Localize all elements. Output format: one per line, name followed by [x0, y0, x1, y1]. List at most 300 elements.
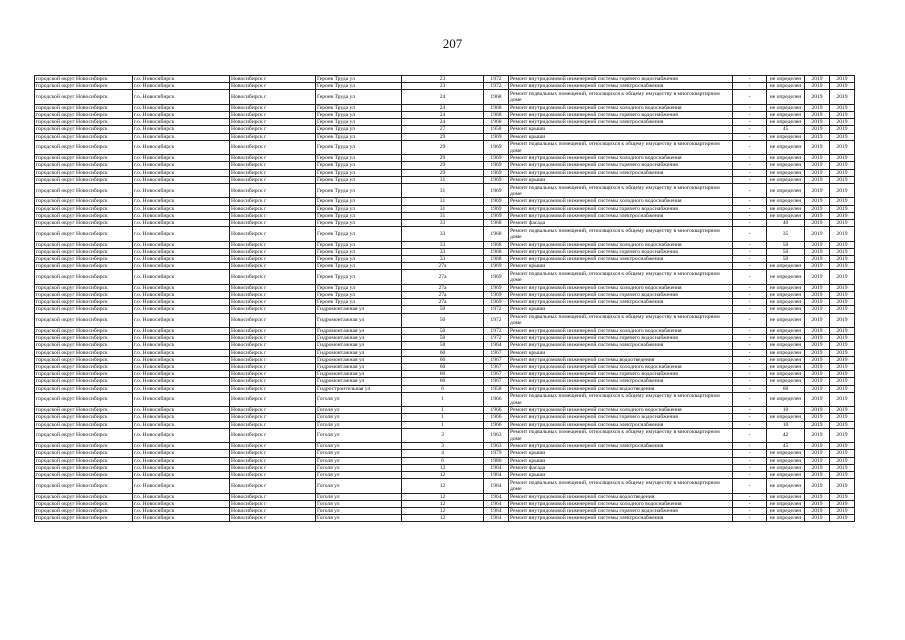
cell-work-type: Ремонт внутридомовой инженерной системы горячего водоснабжения: [509, 112, 733, 119]
table-row: [35, 176, 855, 183]
cell-value-a: -: [733, 306, 767, 313]
cell-build-year: 1969: [484, 284, 509, 291]
cell-house-number: 27а: [402, 284, 484, 291]
cell-build-year: 1969: [484, 133, 509, 140]
cell-municipality: городской округ Новосибирск: [35, 184, 133, 198]
cell-year-end: 2019: [830, 364, 855, 371]
cell-settlement: Новосибирск г: [230, 407, 316, 414]
cell-street: Героев Труда ул: [316, 104, 402, 111]
cell-municipality: городской округ Новосибирск: [35, 493, 133, 500]
cell-year-start: 2019: [805, 515, 830, 522]
cell-street: Гидромонтажная ул: [316, 335, 402, 342]
cell-value-b: 35: [767, 227, 805, 241]
cell-work-type: Ремонт внутридомовой инженерной системы горячего водоснабжения: [509, 508, 733, 515]
cell-value-b: не определен: [767, 205, 805, 212]
cell-year-end: 2019: [830, 162, 855, 169]
cell-municipality: городской округ Новосибирск: [35, 112, 133, 119]
cell-urban-district: г.о. Новосибирск: [133, 220, 230, 227]
cell-work-type: Ремонт внутридомовой инженерной системы холодного водоснабжения: [509, 328, 733, 335]
cell-municipality: городской округ Новосибирск: [35, 508, 133, 515]
cell-value-a: -: [733, 299, 767, 306]
cell-value-b: не определен: [767, 313, 805, 327]
cell-urban-district: г.о. Новосибирск: [133, 493, 230, 500]
cell-urban-district: г.о. Новосибирск: [133, 155, 230, 162]
cell-urban-district: г.о. Новосибирск: [133, 421, 230, 428]
cell-municipality: городской округ Новосибирск: [35, 284, 133, 291]
cell-work-type: Ремонт внутридомовой инженерной системы холодного водоснабжения: [509, 241, 733, 248]
cell-year-start: 2019: [805, 140, 830, 154]
cell-value-b: не определен: [767, 450, 805, 457]
table-row: [35, 220, 855, 227]
cell-year-end: 2019: [830, 248, 855, 255]
cell-street: Гидромонтажная ул: [316, 349, 402, 356]
table-row: [35, 378, 855, 385]
cell-street: Героев Труда ул: [316, 176, 402, 183]
cell-value-a: -: [733, 313, 767, 327]
cell-work-type: Ремонт подвальных помещений, относящихся к общему имуществу в многоквартирном доме: [509, 479, 733, 493]
cell-street: Героев Труда ул: [316, 299, 402, 306]
cell-value-a: -: [733, 378, 767, 385]
cell-house-number: 27а: [402, 263, 484, 270]
cell-house-number: 27а: [402, 299, 484, 306]
cell-municipality: городской округ Новосибирск: [35, 241, 133, 248]
cell-year-end: 2019: [830, 220, 855, 227]
cell-urban-district: г.о. Новосибирск: [133, 112, 230, 119]
cell-street: Героев Труда ул: [316, 220, 402, 227]
cell-street: Героев Труда ул: [316, 126, 402, 133]
cell-year-start: 2019: [805, 176, 830, 183]
cell-municipality: городской округ Новосибирск: [35, 428, 133, 442]
cell-build-year: 1969: [484, 292, 509, 299]
cell-year-end: 2019: [830, 508, 855, 515]
cell-municipality: городской округ Новосибирск: [35, 119, 133, 126]
cell-settlement: Новосибирск г: [230, 140, 316, 154]
cell-work-type: Ремонт внутридомовой инженерной системы электроснабжения: [509, 169, 733, 176]
cell-value-a: -: [733, 212, 767, 219]
cell-value-b: не определен: [767, 335, 805, 342]
table-row: [35, 500, 855, 507]
cell-year-start: 2019: [805, 241, 830, 248]
cell-year-start: 2019: [805, 292, 830, 299]
cell-build-year: 1972: [484, 313, 509, 327]
cell-municipality: городской округ Новосибирск: [35, 385, 133, 392]
cell-value-b: не определен: [767, 184, 805, 198]
cell-value-a: -: [733, 385, 767, 392]
cell-urban-district: г.о. Новосибирск: [133, 83, 230, 90]
cell-work-type: Ремонт подвальных помещений, относящихся к общему имуществу в многоквартирном доме: [509, 140, 733, 154]
cell-settlement: Новосибирск г: [230, 479, 316, 493]
cell-urban-district: г.о. Новосибирск: [133, 212, 230, 219]
cell-settlement: Новосибирск г: [230, 500, 316, 507]
cell-year-start: 2019: [805, 83, 830, 90]
cell-municipality: городской округ Новосибирск: [35, 212, 133, 219]
cell-work-type: Ремонт подвальных помещений, относящихся к общему имуществу в многоквартирном доме: [509, 90, 733, 104]
cell-work-type: Ремонт внутридомовой инженерной системы горячего водоснабжения: [509, 248, 733, 255]
cell-value-b: не определен: [767, 378, 805, 385]
cell-year-end: 2019: [830, 155, 855, 162]
table-row: [35, 263, 855, 270]
cell-build-year: 1968: [484, 227, 509, 241]
cell-house-number: 12: [402, 479, 484, 493]
cell-year-end: 2019: [830, 464, 855, 471]
cell-year-end: 2019: [830, 184, 855, 198]
cell-value-a: -: [733, 464, 767, 471]
cell-settlement: Новосибирск г: [230, 227, 316, 241]
cell-settlement: Новосибирск г: [230, 443, 316, 450]
cell-year-start: 2019: [805, 270, 830, 284]
cell-work-type: Ремонт подвальных помещений, относящихся к общему имуществу в многоквартирном доме: [509, 184, 733, 198]
cell-work-type: Ремонт внутридомовой инженерной системы электроснабжения: [509, 342, 733, 349]
table-row: [35, 256, 855, 263]
cell-build-year: 1958: [484, 126, 509, 133]
cell-urban-district: г.о. Новосибирск: [133, 169, 230, 176]
cell-work-type: Ремонт крыши: [509, 263, 733, 270]
cell-year-end: 2019: [830, 500, 855, 507]
cell-street: Героев Труда ул: [316, 212, 402, 219]
cell-build-year: 1963: [484, 428, 509, 442]
cell-value-b: 42: [767, 428, 805, 442]
cell-house-number: 12: [402, 464, 484, 471]
cell-year-end: 2019: [830, 450, 855, 457]
cell-value-b: 45: [767, 126, 805, 133]
cell-year-end: 2019: [830, 356, 855, 363]
cell-value-b: 45: [767, 443, 805, 450]
cell-year-start: 2019: [805, 356, 830, 363]
cell-urban-district: г.о. Новосибирск: [133, 464, 230, 471]
cell-work-type: Ремонт подвальных помещений, относящихся к общему имуществу в многоквартирном доме: [509, 392, 733, 406]
cell-build-year: 1964: [484, 515, 509, 522]
cell-settlement: Новосибирск г: [230, 464, 316, 471]
cell-year-end: 2019: [830, 241, 855, 248]
cell-street: Гидромонтажная ул: [316, 371, 402, 378]
cell-street: Героев Труда ул: [316, 90, 402, 104]
cell-street: Гидромонтажная ул: [316, 378, 402, 385]
table-row: [35, 126, 855, 133]
cell-value-a: -: [733, 443, 767, 450]
cell-settlement: Новосибирск г: [230, 284, 316, 291]
cell-street: Гоголя ул: [316, 479, 402, 493]
cell-year-end: 2019: [830, 472, 855, 479]
cell-value-b: не определен: [767, 83, 805, 90]
cell-street: Героев Труда ул: [316, 76, 402, 83]
cell-year-end: 2019: [830, 457, 855, 464]
cell-settlement: Новосибирск г: [230, 299, 316, 306]
cell-settlement: Новосибирск г: [230, 256, 316, 263]
cell-house-number: 3: [402, 443, 484, 450]
cell-house-number: 12: [402, 515, 484, 522]
cell-municipality: городской округ Новосибирск: [35, 155, 133, 162]
cell-value-a: -: [733, 371, 767, 378]
cell-year-end: 2019: [830, 227, 855, 241]
cell-urban-district: г.о. Новосибирск: [133, 256, 230, 263]
cell-build-year: 1969: [484, 184, 509, 198]
cell-value-b: 50: [767, 248, 805, 255]
cell-house-number: 31: [402, 176, 484, 183]
cell-house-number: 1: [402, 407, 484, 414]
cell-year-start: 2019: [805, 155, 830, 162]
cell-value-a: -: [733, 356, 767, 363]
cell-build-year: 1979: [484, 450, 509, 457]
cell-municipality: городской округ Новосибирск: [35, 450, 133, 457]
cell-urban-district: г.о. Новосибирск: [133, 263, 230, 270]
cell-value-a: -: [733, 263, 767, 270]
cell-work-type: Ремонт внутридомовой инженерной системы водоотведения: [509, 385, 733, 392]
cell-year-end: 2019: [830, 126, 855, 133]
cell-year-start: 2019: [805, 464, 830, 471]
cell-work-type: Ремонт подвальных помещений, относящихся к общему имуществу в многоквартирном доме: [509, 227, 733, 241]
table-row: [35, 299, 855, 306]
cell-urban-district: г.о. Новосибирск: [133, 328, 230, 335]
cell-municipality: городской округ Новосибирск: [35, 407, 133, 414]
cell-municipality: городской округ Новосибирск: [35, 220, 133, 227]
table-row: [35, 428, 855, 442]
cell-year-start: 2019: [805, 90, 830, 104]
cell-value-a: -: [733, 515, 767, 522]
cell-street: Героев Труда ул: [316, 112, 402, 119]
cell-house-number: 33: [402, 241, 484, 248]
cell-municipality: городской округ Новосибирск: [35, 472, 133, 479]
cell-urban-district: г.о. Новосибирск: [133, 306, 230, 313]
cell-value-b: не определен: [767, 515, 805, 522]
table-row: [35, 443, 855, 450]
cell-build-year: 1969: [484, 205, 509, 212]
cell-year-start: 2019: [805, 76, 830, 83]
cell-year-start: 2019: [805, 313, 830, 327]
cell-build-year: 1967: [484, 378, 509, 385]
cell-year-start: 2019: [805, 227, 830, 241]
cell-value-a: -: [733, 220, 767, 227]
cell-year-end: 2019: [830, 90, 855, 104]
cell-municipality: городской округ Новосибирск: [35, 479, 133, 493]
cell-value-a: -: [733, 328, 767, 335]
cell-street: Гидромонтажная ул: [316, 313, 402, 327]
cell-urban-district: г.о. Новосибирск: [133, 104, 230, 111]
cell-municipality: городской округ Новосибирск: [35, 364, 133, 371]
cell-urban-district: г.о. Новосибирск: [133, 184, 230, 198]
cell-settlement: Новосибирск г: [230, 356, 316, 363]
table-row: [35, 241, 855, 248]
cell-value-b: не определен: [767, 140, 805, 154]
cell-municipality: городской округ Новосибирск: [35, 162, 133, 169]
cell-year-end: 2019: [830, 119, 855, 126]
cell-value-b: не определен: [767, 270, 805, 284]
cell-year-start: 2019: [805, 112, 830, 119]
cell-work-type: Ремонт внутридомовой инженерной системы электроснабжения: [509, 515, 733, 522]
cell-build-year: 1964: [484, 342, 509, 349]
cell-year-end: 2019: [830, 306, 855, 313]
cell-work-type: Ремонт подвальных помещений, относящихся к общему имуществу в многоквартирном доме: [509, 428, 733, 442]
cell-build-year: 1967: [484, 349, 509, 356]
cell-value-b: не определен: [767, 133, 805, 140]
cell-build-year: 1972: [484, 76, 509, 83]
cell-value-b: не определен: [767, 162, 805, 169]
cell-year-start: 2019: [805, 371, 830, 378]
cell-settlement: Новосибирск г: [230, 126, 316, 133]
cell-settlement: Новосибирск г: [230, 263, 316, 270]
cell-value-b: не определен: [767, 479, 805, 493]
cell-settlement: Новосибирск г: [230, 184, 316, 198]
cell-settlement: Новосибирск г: [230, 306, 316, 313]
cell-municipality: городской округ Новосибирск: [35, 248, 133, 255]
cell-street: Героев Труда ул: [316, 198, 402, 205]
cell-house-number: 31: [402, 212, 484, 219]
cell-work-type: Ремонт крыши: [509, 450, 733, 457]
cell-settlement: Новосибирск г: [230, 371, 316, 378]
cell-year-end: 2019: [830, 479, 855, 493]
cell-street: Героев Труда ул: [316, 256, 402, 263]
cell-value-b: 10: [767, 421, 805, 428]
cell-year-end: 2019: [830, 421, 855, 428]
cell-street: Героев Труда ул: [316, 241, 402, 248]
table-row: [35, 464, 855, 471]
cell-street: Героев Труда ул: [316, 140, 402, 154]
cell-value-b: не определен: [767, 508, 805, 515]
cell-municipality: городской округ Новосибирск: [35, 205, 133, 212]
cell-settlement: Новосибирск г: [230, 104, 316, 111]
cell-value-b: не определен: [767, 472, 805, 479]
cell-municipality: городской округ Новосибирск: [35, 133, 133, 140]
cell-year-end: 2019: [830, 407, 855, 414]
cell-year-start: 2019: [805, 126, 830, 133]
cell-house-number: 24: [402, 90, 484, 104]
cell-value-a: -: [733, 472, 767, 479]
table-row: [35, 335, 855, 342]
cell-municipality: городской округ Новосибирск: [35, 356, 133, 363]
cell-street: Героев Труда ул: [316, 284, 402, 291]
cell-value-a: -: [733, 184, 767, 198]
cell-street: Героев Труда ул: [316, 169, 402, 176]
cell-municipality: городской округ Новосибирск: [35, 414, 133, 421]
cell-urban-district: г.о. Новосибирск: [133, 198, 230, 205]
cell-house-number: 1: [402, 414, 484, 421]
cell-year-end: 2019: [830, 104, 855, 111]
table-row: [35, 306, 855, 313]
cell-value-b: не определен: [767, 356, 805, 363]
cell-settlement: Новосибирск г: [230, 205, 316, 212]
cell-year-end: 2019: [830, 205, 855, 212]
table-row: [35, 407, 855, 414]
cell-year-end: 2019: [830, 515, 855, 522]
page-number: 207: [442, 36, 463, 51]
cell-year-end: 2019: [830, 428, 855, 442]
cell-settlement: Новосибирск г: [230, 428, 316, 442]
cell-value-b: не определен: [767, 457, 805, 464]
cell-year-start: 2019: [805, 392, 830, 406]
cell-year-start: 2019: [805, 133, 830, 140]
cell-house-number: 29: [402, 133, 484, 140]
cell-year-start: 2019: [805, 220, 830, 227]
cell-build-year: 1966: [484, 421, 509, 428]
cell-house-number: 1: [402, 392, 484, 406]
cell-house-number: 33: [402, 227, 484, 241]
cell-house-number: 60: [402, 378, 484, 385]
table-row: [35, 184, 855, 198]
cell-urban-district: г.о. Новосибирск: [133, 76, 230, 83]
cell-value-a: -: [733, 493, 767, 500]
cell-street: Гидромонтажная ул: [316, 356, 402, 363]
cell-municipality: городской округ Новосибирск: [35, 457, 133, 464]
cell-house-number: 24: [402, 119, 484, 126]
cell-work-type: Ремонт внутридомовой инженерной системы электроснабжения: [509, 83, 733, 90]
cell-work-type: Ремонт внутридомовой инженерной системы горячего водоснабжения: [509, 162, 733, 169]
cell-municipality: городской округ Новосибирск: [35, 292, 133, 299]
cell-house-number: 29: [402, 155, 484, 162]
cell-year-end: 2019: [830, 443, 855, 450]
cell-municipality: городской округ Новосибирск: [35, 464, 133, 471]
cell-municipality: городской округ Новосибирск: [35, 443, 133, 450]
cell-build-year: 1966: [484, 392, 509, 406]
cell-build-year: 1969: [484, 140, 509, 154]
table-row: [35, 112, 855, 119]
cell-street: Героев Труда ул: [316, 270, 402, 284]
cell-year-end: 2019: [830, 176, 855, 183]
cell-year-end: 2019: [830, 313, 855, 327]
cell-house-number: 50: [402, 306, 484, 313]
cell-value-b: не определен: [767, 464, 805, 471]
cell-work-type: Ремонт внутридомовой инженерной системы холодного водоснабжения: [509, 500, 733, 507]
cell-value-b: не определен: [767, 104, 805, 111]
cell-year-end: 2019: [830, 263, 855, 270]
cell-value-a: -: [733, 104, 767, 111]
cell-house-number: 6: [402, 457, 484, 464]
cell-build-year: 1966: [484, 407, 509, 414]
cell-build-year: 1966: [484, 414, 509, 421]
table-row: [35, 371, 855, 378]
cell-build-year: 1968: [484, 104, 509, 111]
cell-value-a: -: [733, 428, 767, 442]
cell-year-end: 2019: [830, 371, 855, 378]
cell-house-number: 6: [402, 385, 484, 392]
cell-municipality: городской округ Новосибирск: [35, 335, 133, 342]
cell-work-type: Ремонт внутридомовой инженерной системы водоотведения: [509, 493, 733, 500]
cell-year-end: 2019: [830, 83, 855, 90]
cell-settlement: Новосибирск г: [230, 241, 316, 248]
cell-settlement: Новосибирск г: [230, 292, 316, 299]
cell-house-number: 12: [402, 500, 484, 507]
cell-value-a: -: [733, 342, 767, 349]
cell-settlement: Новосибирск г: [230, 421, 316, 428]
cell-work-type: Ремонт внутридомовой инженерной системы горячего водоснабжения: [509, 76, 733, 83]
cell-build-year: 1969: [484, 299, 509, 306]
cell-year-start: 2019: [805, 364, 830, 371]
cell-house-number: 33: [402, 248, 484, 255]
cell-value-a: -: [733, 241, 767, 248]
cell-work-type: Ремонт крыши: [509, 457, 733, 464]
cell-value-b: не определен: [767, 292, 805, 299]
cell-urban-district: г.о. Новосибирск: [133, 227, 230, 241]
cell-house-number: 31: [402, 198, 484, 205]
cell-municipality: городской округ Новосибирск: [35, 104, 133, 111]
cell-house-number: 50: [402, 328, 484, 335]
cell-work-type: Ремонт внутридомовой инженерной системы электроснабжения: [509, 212, 733, 219]
cell-settlement: Новосибирск г: [230, 198, 316, 205]
cell-street: Гидромонтажная ул: [316, 342, 402, 349]
cell-settlement: Новосибирск г: [230, 414, 316, 421]
cell-value-a: -: [733, 335, 767, 342]
cell-settlement: Новосибирск г: [230, 83, 316, 90]
cell-year-start: 2019: [805, 342, 830, 349]
cell-street: Героев Труда ул: [316, 263, 402, 270]
cell-value-a: -: [733, 198, 767, 205]
cell-street: Гидромонтажная ул: [316, 306, 402, 313]
cell-value-a: -: [733, 162, 767, 169]
cell-street: Героев Труда ул: [316, 155, 402, 162]
cell-street: Гоголя ул: [316, 508, 402, 515]
cell-value-a: -: [733, 155, 767, 162]
cell-urban-district: г.о. Новосибирск: [133, 133, 230, 140]
cell-value-a: -: [733, 392, 767, 406]
cell-value-b: 50: [767, 256, 805, 263]
